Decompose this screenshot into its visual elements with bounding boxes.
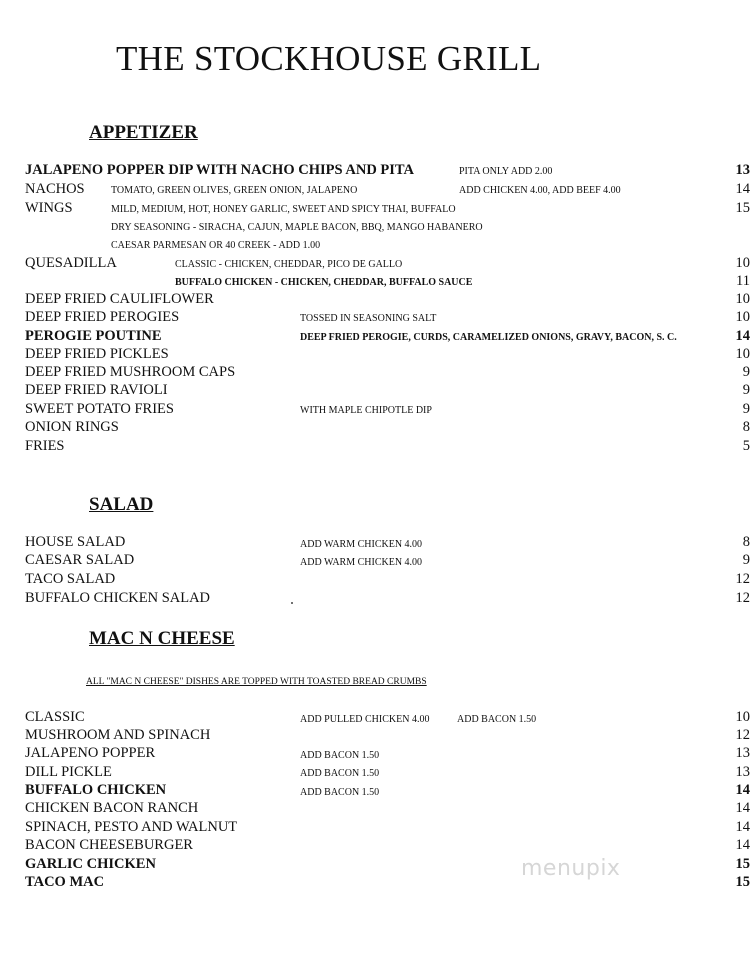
section-heading-salad: SALAD — [89, 494, 154, 515]
item-price: 14 — [735, 782, 750, 798]
item-price: 10 — [735, 309, 750, 325]
item-price: 5 — [742, 438, 750, 454]
item-name: PEROGIE POUTINE — [25, 328, 162, 344]
item-name: MUSHROOM AND SPINACH — [25, 727, 211, 743]
item-name: DILL PICKLE — [25, 764, 112, 780]
item-price: 14 — [735, 819, 750, 835]
item-name: GARLIC CHICKEN — [25, 856, 156, 872]
item-price: 12 — [735, 590, 750, 606]
item-name: SPINACH, PESTO AND WALNUT — [25, 819, 238, 835]
item-name: JALAPENO POPPER — [25, 745, 156, 761]
item-price: 9 — [742, 382, 750, 398]
item-price: 13 — [735, 162, 750, 178]
item-price: 8 — [742, 534, 750, 550]
item-price: 8 — [742, 419, 750, 435]
item-name: BACON CHEESEBURGER — [25, 837, 193, 853]
watermark: menupix — [521, 856, 621, 881]
item-option: PITA ONLY ADD 2.00 — [459, 166, 553, 177]
item-option: ADD WARM CHICKEN 4.00 — [300, 557, 423, 568]
item-name: QUESADILLA — [25, 255, 117, 271]
section-heading-appetizer: APPETIZER — [89, 122, 198, 143]
item-price: 12 — [735, 571, 750, 587]
item-price: 10 — [735, 346, 750, 362]
item-name: DEEP FRIED RAVIOLI — [25, 382, 168, 398]
item-price: 14 — [735, 328, 750, 344]
item-price: 15 — [735, 874, 750, 890]
item-desc: TOMATO, GREEN OLIVES, GREEN ONION, JALAPENO — [111, 185, 358, 196]
item-desc: WITH MAPLE CHIPOTLE DIP — [300, 405, 432, 416]
item-name: CLASSIC — [25, 709, 85, 725]
item-option: ADD PULLED CHICKEN 4.00 — [300, 714, 430, 725]
item-option: ADD WARM CHICKEN 4.00 — [300, 539, 423, 550]
item-price: 10 — [735, 709, 750, 725]
item-name: DEEP FRIED CAULIFLOWER — [25, 291, 214, 307]
item-desc: CAESAR PARMESAN OR 40 CREEK - ADD 1.00 — [111, 240, 321, 251]
item-option: ADD BACON 1.50 — [300, 750, 380, 761]
item-price: 14 — [735, 181, 750, 197]
item-name: WINGS — [25, 200, 73, 216]
item-name: HOUSE SALAD — [25, 534, 126, 550]
item-name: NACHOS — [25, 181, 85, 197]
item-price: 15 — [735, 856, 750, 872]
item-name: CAESAR SALAD — [25, 552, 135, 568]
item-price: 12 — [735, 727, 750, 743]
item-price: 9 — [742, 364, 750, 380]
item-desc: MILD, MEDIUM, HOT, HONEY GARLIC, SWEET AND SPICY THAI, BUFFALO — [111, 204, 456, 215]
item-option: ADD BACON 1.50 — [300, 787, 380, 798]
page-title: THE STOCKHOUSE GRILL — [116, 39, 542, 78]
item-price: 14 — [735, 800, 750, 816]
item-name: DEEP FRIED PEROGIES — [25, 309, 180, 325]
item-option: CLASSIC - CHICKEN, CHEDDAR, PICO DE GALLO — [175, 259, 403, 270]
item-desc: TOSSED IN SEASONING SALT — [300, 313, 437, 324]
item-option: ADD BACON 1.50 — [300, 768, 380, 779]
item-name: FRIES — [25, 438, 65, 454]
item-price: 10 — [735, 255, 750, 271]
item-name: DEEP FRIED PICKLES — [25, 346, 169, 362]
item-price: 15 — [735, 200, 750, 216]
item-name: TACO SALAD — [25, 571, 116, 587]
mac-note: ALL "MAC N CHEESE" DISHES ARE TOPPED WITH TOASTED BREAD CRUMBS — [86, 677, 427, 687]
item-name: BUFFALO CHICKEN SALAD — [25, 590, 211, 606]
item-desc: DEEP FRIED PEROGIE, CURDS, CARAMELIZED ONIONS, GRAVY, BACON, S. C. — [300, 332, 677, 343]
item-price: 9 — [742, 552, 750, 568]
item-name: BUFFALO CHICKEN — [25, 782, 167, 798]
section-heading-mac-n-cheese: MAC N CHEESE — [89, 628, 235, 649]
item-option: ADD CHICKEN 4.00, ADD BEEF 4.00 — [459, 185, 621, 196]
item-name: CHICKEN BACON RANCH — [25, 800, 199, 816]
item-option: ADD BACON 1.50 — [457, 714, 537, 725]
item-name: DEEP FRIED MUSHROOM CAPS — [25, 364, 236, 380]
item-price: 11 — [736, 273, 750, 289]
item-price: 13 — [735, 745, 750, 761]
item-price: 10 — [735, 291, 750, 307]
speck — [291, 602, 293, 604]
item-name: JALAPENO POPPER DIP WITH NACHO CHIPS AND PITA — [25, 162, 414, 178]
item-price: 13 — [735, 764, 750, 780]
item-name: TACO MAC — [25, 874, 105, 890]
item-name: SWEET POTATO FRIES — [25, 401, 174, 417]
item-price: 9 — [742, 401, 750, 417]
item-name: ONION RINGS — [25, 419, 119, 435]
item-price: 14 — [735, 837, 750, 853]
item-option: BUFFALO CHICKEN - CHICKEN, CHEDDAR, BUFFALO SAUCE — [175, 277, 473, 288]
item-desc: DRY SEASONING - SIRACHA, CAJUN, MAPLE BACON, BBQ, MANGO HABANERO — [111, 222, 483, 233]
